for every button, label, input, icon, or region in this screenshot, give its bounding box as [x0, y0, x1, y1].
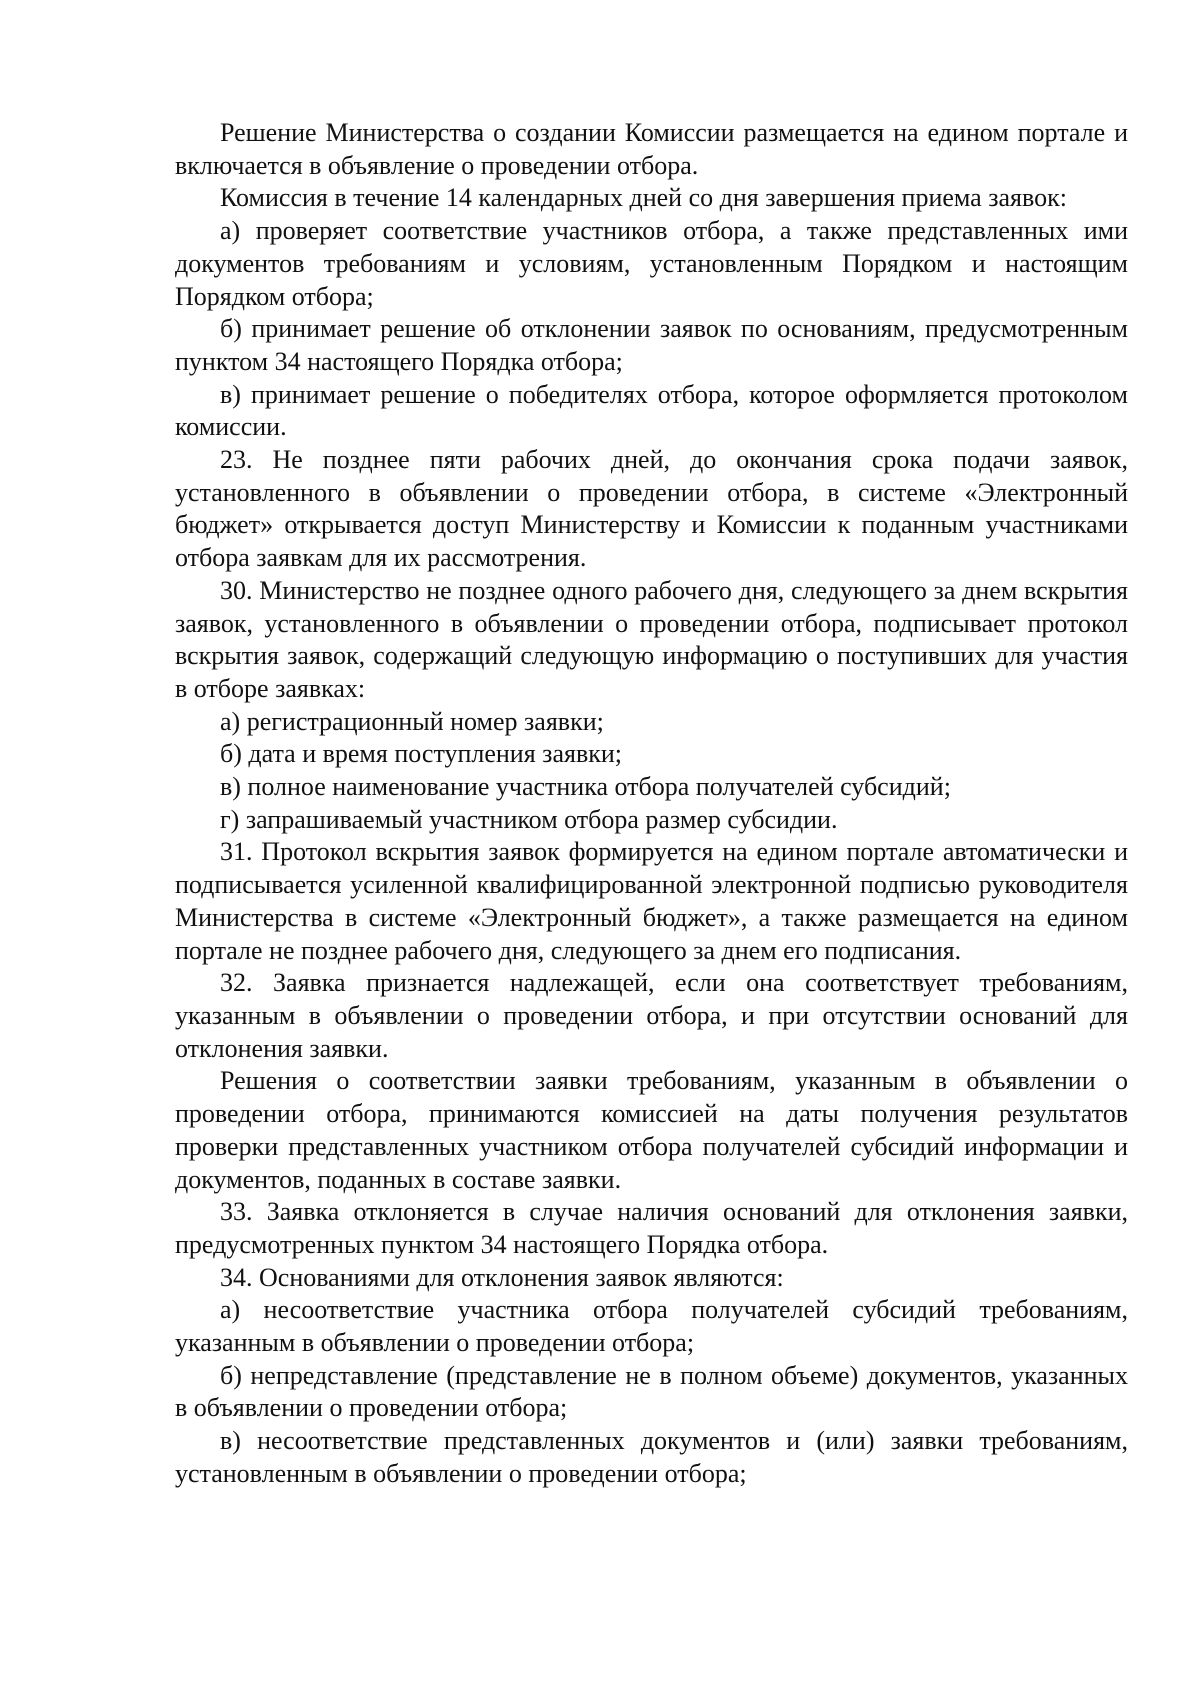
paragraph-commission-decision: Решение Министерства о создании Комиссии размещается на едином портале и включается в объявление о проведении отбора. — [175, 118, 1128, 180]
paragraph-item-a-checks: а) проверяет соответствие участников отбора, а также представленных ими документов требованиям и условиям, установленным Порядком и настоящим Порядком отбора; — [175, 216, 1128, 311]
paragraph-clause-34-item-b: б) непредставление (представление не в полном объеме) документов, указанных в объявлении о проведении отбора; — [175, 1360, 1128, 1423]
paragraph-clause-30: 30. Министерство не позднее одного рабочего дня, следующего за днем вскрытия заявок, установленного в объявлении о проведении отбора, подписывает протокол вскрытия заявок, содержащий следующую информацию о поступивших для участия в отборе заявках: — [175, 575, 1128, 703]
paragraph-clause-32-decisions: Решения о соответствии заявки требованиям, указанным в объявлении о проведении отбора, принимаются комиссией на даты получения результатов проверки представленных участником отбора получателей субсидий информации и документов, поданных в составе заявки. — [175, 1066, 1128, 1194]
paragraph-clause-30-item-c: в) полное наименование участника отбора получателей субсидий; — [220, 772, 951, 802]
paragraph-clause-30-item-b: б) дата и время поступления заявки; — [220, 739, 622, 769]
paragraph-item-c-winners: в) принимает решение о победителях отбора, которое оформляется протоколом комиссии. — [175, 379, 1128, 442]
document-body — [175, 117, 1128, 1491]
paragraph-clause-34-item-c: в) несоответствие представленных документов и (или) заявки требованиям, установленным в объявлении о проведении отбора; — [175, 1426, 1128, 1488]
paragraph-clause-32: 32. Заявка признается надлежащей, если она соответствует требованиям, указанным в объявлении о проведении отбора, и при отсутствии оснований для отклонения заявки. — [175, 968, 1128, 1063]
paragraph-clause-30-item-d: г) запрашиваемый участником отбора размер субсидии. — [220, 804, 838, 834]
paragraph-clause-34-item-a: а) несоответствие участника отбора получателей субсидий требованиям, указанным в объявлении о проведении отбора; — [175, 1295, 1128, 1358]
paragraph-commission-review: Комиссия в течение 14 календарных дней со дня завершения приема заявок: — [220, 183, 1067, 213]
paragraph-clause-30-item-a: а) регистрационный номер заявки; — [220, 706, 604, 736]
paragraph-item-b-rejection: б) принимает решение об отклонении заявок по основаниям, предусмотренным пунктом 34 настоящего Порядка отбора; — [175, 314, 1128, 376]
paragraph-clause-34: 34. Основаниями для отклонения заявок являются: — [220, 1262, 784, 1292]
paragraph-clause-23: 23. Не позднее пяти рабочих дней, до окончания срока подачи заявок, установленного в объявлении о проведении отбора, в системе «Электронный бюджет» открывается доступ Министерству и Комиссии к поданным участниками отбора заявкам для их рассмотрения. — [175, 445, 1128, 573]
paragraph-clause-33: 33. Заявка отклоняется в случае наличия оснований для отклонения заявки, предусмотренных пунктом 34 настоящего Порядка отбора. — [175, 1197, 1128, 1259]
paragraph-clause-31: 31. Протокол вскрытия заявок формируется на едином портале автоматически и подписывается усиленной квалифицированной электронной подписью руководителя Министерства в системе «Электронный бюджет», а также размещается на едином портале не позднее рабочего дня, следующего за днем его подписания. — [175, 837, 1128, 965]
